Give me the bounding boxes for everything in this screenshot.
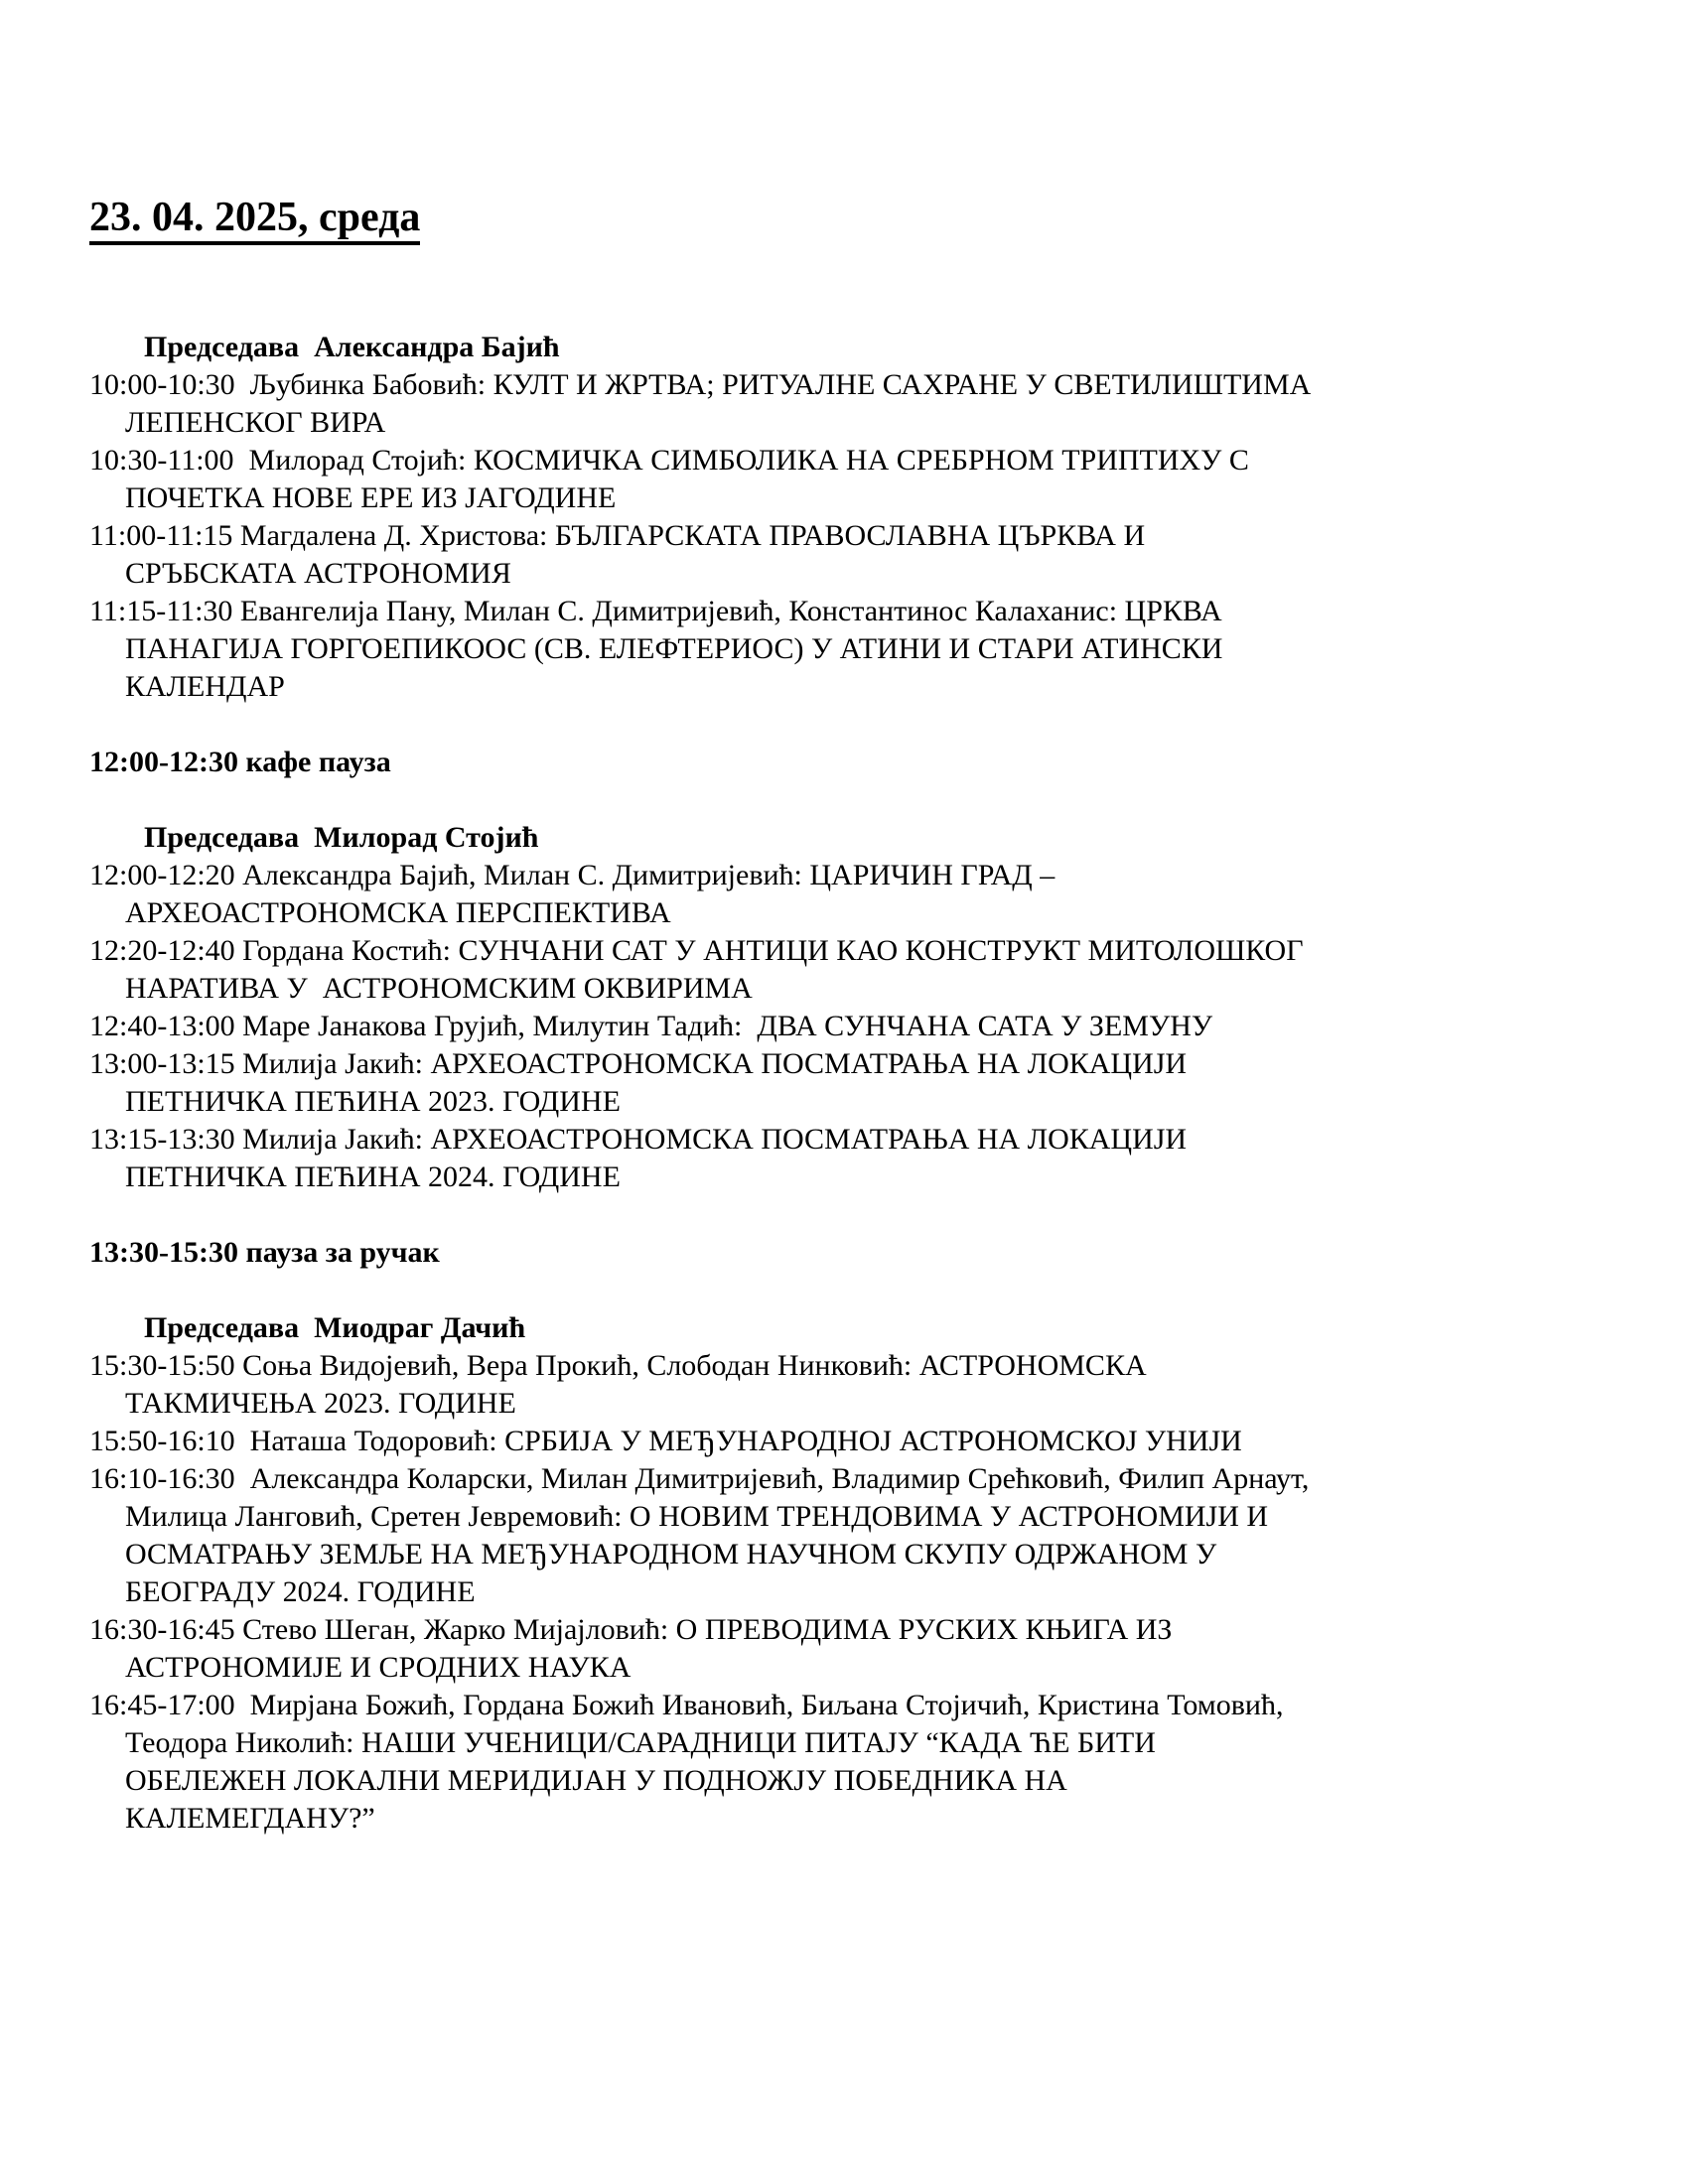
talk-line: ОБЕЛЕЖЕН ЛОКАЛНИ МЕРИДИЈАН У ПОДНОЖЈУ ПОБЕДНИКА НА (125, 1764, 1067, 1798)
talk-line: 16:10-16:30 Александра Коларски, Милан Димитријевић, Владимир Срећковић, Филип Арнаут, (89, 1462, 1310, 1496)
talk-line: 15:50-16:10 Наташа Тодоровић: СРБИЈА У МЕЂУНАРОДНОЈ АСТРОНОМСКОЈ УНИЈИ (89, 1425, 1242, 1458)
talk-block (89, 442, 1628, 517)
talk-line: 16:30-16:45 Стево Шеган, Жарко Мијајловић: О ПРЕВОДИМА РУСКИХ КЊИГА ИЗ (89, 1613, 1173, 1647)
talk-line: КАЛЕНДАР (125, 670, 285, 704)
talk-line: НАРАТИВА У АСТРОНОМСКИМ ОКВИРИМА (125, 972, 753, 1006)
talk-line: ПОЧЕТКА НОВЕ ЕРЕ ИЗ ЈАГОДИНЕ (125, 481, 617, 515)
talk-line: АРХЕОАСТРОНОМСКА ПЕРСПЕКТИВА (125, 896, 671, 930)
talk-block (89, 593, 1628, 706)
break-block (89, 744, 1628, 781)
talk-line: 16:45-17:00 Мирјана Божић, Гордана Божић Ивановић, Биљана Стојичић, Кристина Томовић, (89, 1689, 1284, 1722)
talk-line: 11:15-11:30 Евангелија Пану, Милан С. Димитријевић, Константинос Калаханис: ЦРКВА (89, 595, 1222, 628)
talk-block (89, 932, 1628, 1008)
talk-block (89, 1347, 1628, 1423)
talk-line: 11:00-11:15 Магдалена Д. Христова: БЪЛГАРСКАТА ПРАВОСЛАВНА ЦЪРКВА И (89, 519, 1146, 553)
talk-line: АСТРОНОМИЈЕ И СРОДНИХ НАУКА (125, 1651, 632, 1685)
talk-block (89, 366, 1628, 442)
chair-line: Председава Милорад Стојић (144, 821, 539, 855)
talk-block (89, 1687, 1628, 1838)
talk-line: ПЕТНИЧКА ПЕЋИНА 2024. ГОДИНЕ (125, 1160, 621, 1194)
chair-block (89, 819, 1628, 857)
break-line: 13:30-15:30 пауза за ручак (89, 1236, 440, 1270)
talk-line: ОСМАТРАЊУ ЗЕМЉЕ НА МЕЂУНАРОДНОМ НАУЧНОМ СКУПУ ОДРЖАНОМ У (125, 1538, 1217, 1571)
talk-line: 10:00-10:30 Љубинка Бабовић: КУЛТ И ЖРТВА; РИТУАЛНЕ САХРАНЕ У СВЕТИЛИШТИМА (89, 368, 1312, 402)
chair-block (89, 1309, 1628, 1347)
talk-line: 13:00-13:15 Милија Јакић: АРХЕОАСТРОНОМСКА ПОСМАТРАЊА НА ЛОКАЦИЈИ (89, 1047, 1188, 1081)
talk-line: 13:15-13:30 Милија Јакић: АРХЕОАСТРОНОМСКА ПОСМАТРАЊА НА ЛОКАЦИЈИ (89, 1123, 1188, 1157)
talk-line: ПЕТНИЧКА ПЕЋИНА 2023. ГОДИНЕ (125, 1085, 621, 1119)
talk-line: 12:20-12:40 Гордана Костић: СУНЧАНИ САТ У АНТИЦИ КАО КОНСТРУКТ МИТОЛОШКОГ (89, 934, 1304, 968)
talk-line: 10:30-11:00 Милорад Стојић: КОСМИЧКА СИМБОЛИКА НА СРЕБРНОМ ТРИПТИХУ С (89, 444, 1249, 478)
break-block (89, 1234, 1628, 1272)
talk-line: ЛЕПЕНСКОГ ВИРА (125, 406, 386, 440)
talk-line: БЕОГРАДУ 2024. ГОДИНЕ (125, 1575, 476, 1609)
break-line: 12:00-12:30 кафе пауза (89, 746, 391, 779)
talk-block (89, 1423, 1628, 1460)
talk-line: ПАНАГИЈА ГОРГОЕПИКООС (СВ. ЕЛЕФТЕРИОС) У АТИНИ И СТАРИ АТИНСКИ (125, 632, 1223, 666)
chair-block (89, 329, 1628, 366)
date-heading: 23. 04. 2025, среда (89, 195, 420, 245)
talk-line: ТАКМИЧЕЊА 2023. ГОДИНЕ (125, 1387, 516, 1421)
talk-line: 15:30-15:50 Соња Видојевић, Вера Прокић, Слободан Нинковић: АСТРОНОМСКА (89, 1349, 1147, 1383)
talk-block (89, 1008, 1628, 1045)
talk-line: СРЪБСКАТА АСТРОНОМИЯ (125, 557, 511, 591)
schedule (89, 329, 1628, 1838)
talk-line: Теодора Николић: НАШИ УЧЕНИЦИ/САРАДНИЦИ ПИТАЈУ “КАДА ЋЕ БИТИ (125, 1726, 1156, 1760)
talk-block (89, 1460, 1628, 1611)
talk-line: 12:00-12:20 Александра Бајић, Милан С. Димитријевић: ЦАРИЧИН ГРАД – (89, 859, 1055, 892)
talk-line: Милица Ланговић, Сретен Јевремовић: О НОВИМ ТРЕНДОВИМА У АСТРОНОМИЈИ И (125, 1500, 1269, 1534)
talk-block (89, 1121, 1628, 1196)
talk-block (89, 1045, 1628, 1121)
talk-block (89, 1611, 1628, 1687)
talk-line: 12:40-13:00 Маре Јанакова Грујић, Милутин Тадић: ДВА СУНЧАНА САТА У ЗЕМУНУ (89, 1010, 1213, 1043)
talk-block (89, 857, 1628, 932)
chair-line: Председава Александра Бајић (144, 331, 560, 364)
chair-line: Председава Миодраг Дачић (144, 1311, 526, 1345)
talk-line: КАЛЕМЕГДАНУ?” (125, 1802, 375, 1836)
talk-block (89, 517, 1628, 593)
